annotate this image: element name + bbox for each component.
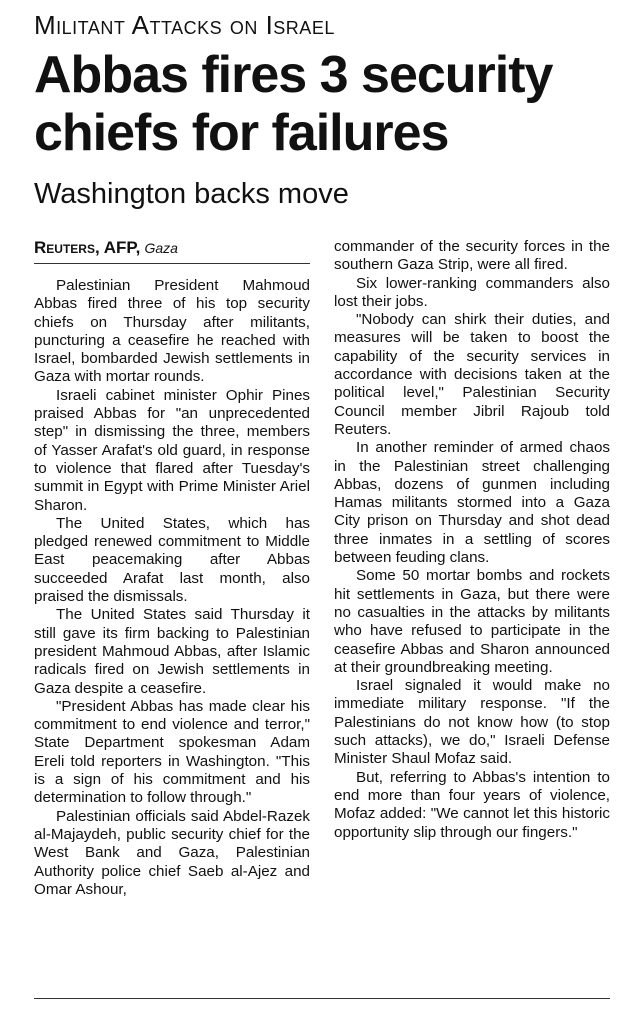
- byline-agencies: Reuters, AFP,: [34, 238, 141, 257]
- paragraph: In another reminder of armed chaos in the Palestinian street challenging Abbas, dozens of gunmen including Hamas militants stormed into a Gaza City prison on Thursday and shot dead three inmates in a settling of scores between feuding clans.: [334, 439, 610, 567]
- paragraph-continuation: commander of the security forces in the southern Gaza Strip, were all fired.: [334, 238, 610, 274]
- paragraph: Palestinian President Mahmoud Abbas fired three of his top security chiefs on Thursday after militants, puncturing a ceasefire he reached with Israel, bombarded Jewish settlements in Gaza with mortar rounds.: [34, 277, 310, 386]
- byline: [34, 238, 310, 264]
- article-column-1: [34, 277, 310, 899]
- subheadline: Washington backs move: [34, 178, 349, 210]
- article-column-2: [334, 238, 610, 842]
- paragraph: The United States, which has pledged renewed commitment to Middle East peacemaking after Abbas succeeded Arafat last month, also praised the dismissals.: [34, 514, 310, 606]
- byline-dateline: Gaza: [144, 240, 178, 256]
- paragraph: Israeli cabinet minister Ophir Pines praised Abbas for "an unprecedented step" in dismissing the three, members of Yasser Arafat's old guard, in response to violence that flared after Tuesday's summit in Egypt with Prime Minister Ariel Sharon.: [34, 386, 310, 514]
- paragraph: "President Abbas has made clear his commitment to end violence and terror," State Department spokesman Adam Ereli told reporters in Washington. "This is a sign of his commitment and his determination to follow through.": [34, 697, 310, 807]
- headline: Abbas fires 3 security chiefs for failures: [34, 46, 553, 162]
- section-kicker: Militant Attacks on Israel: [34, 10, 335, 40]
- paragraph: The United States said Thursday it still gave its firm backing to Palestinian president Mahmoud Abbas, after Islamic radicals fired on Jewish settlements in Gaza despite a ceasefire.: [34, 606, 310, 697]
- paragraph: Palestinian officials said Abdel-Razek al-Majaydeh, public security chief for the West Bank and Gaza, Palestinian Authority police chief Saeb al-Ajez and Omar Ashour,: [34, 807, 310, 898]
- paragraph: Some 50 mortar bombs and rockets hit settlements in Gaza, but there were no casualties in the attacks by militants who have refused to participate in the ceasefire Abbas and Sharon announced at their groundbreaking meeting.: [334, 567, 610, 676]
- paragraph: Six lower-ranking commanders also lost their jobs.: [334, 274, 610, 310]
- paragraph: But, referring to Abbas's intention to end more than four years of violence, Mofaz added: "We cannot let this historic opportunity slip through our fingers.": [334, 768, 610, 841]
- paragraph: "Nobody can shirk their duties, and measures will be taken to boost the capability of the security services in accordance with decisions taken at the political level," Palestinian Security Council member Jibril Rajoub told Reuters.: [334, 311, 610, 438]
- bottom-divider: [34, 998, 610, 999]
- paragraph: Israel signaled it would make no immediate military response. "If the Palestinians do not know how (to stop such attacks), we do," Israeli Defense Minister Shaul Mofaz said.: [334, 677, 610, 768]
